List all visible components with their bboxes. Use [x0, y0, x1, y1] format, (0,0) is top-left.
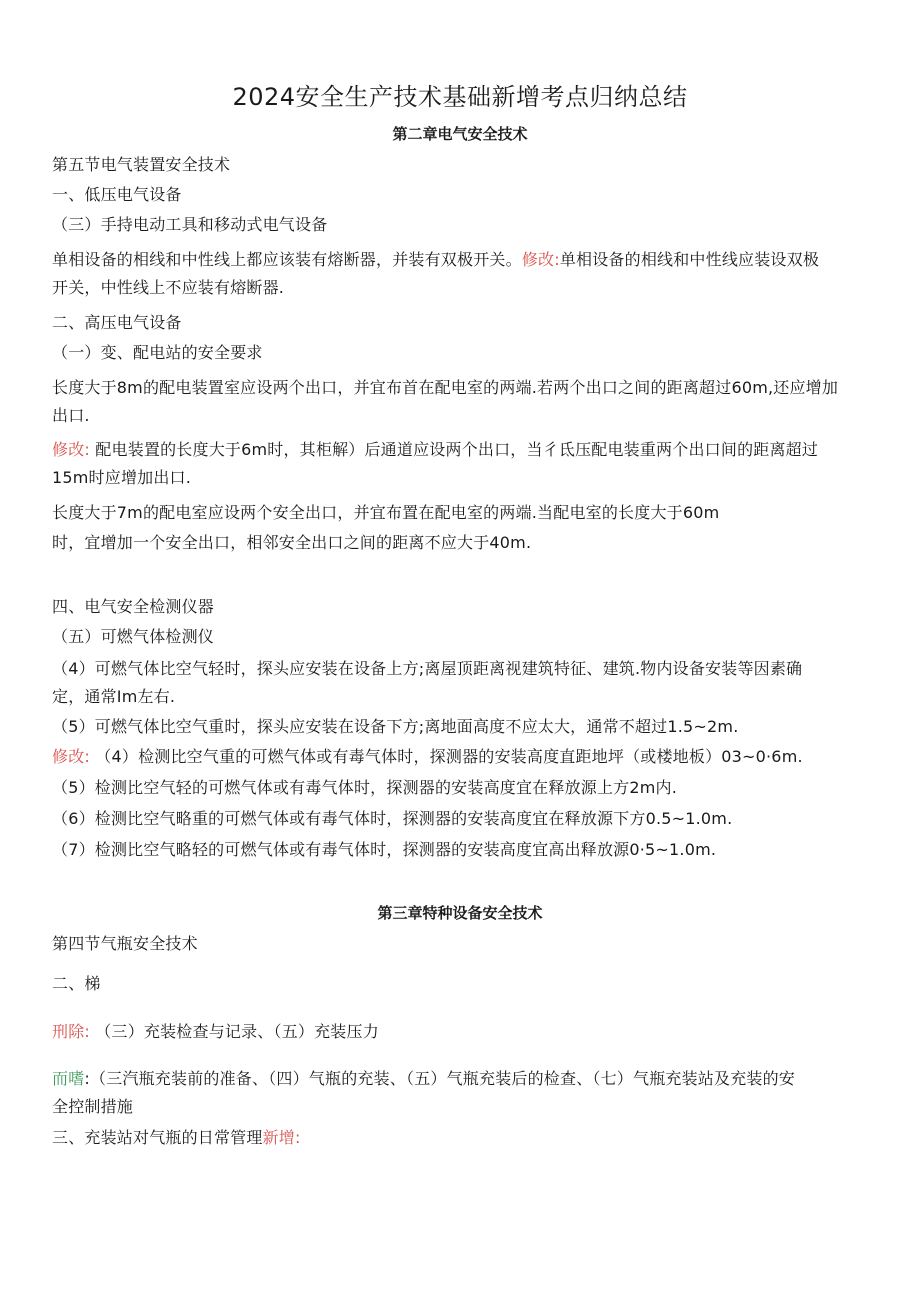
chapter-3-heading: 第三章特种设备安全技术 — [377, 904, 543, 922]
paragraph-5-line-1: （4）可燃气体比空气轻时，探头应安装在设备上方;离屋顶距离视建筑特征、建筑.物内设备安装等因素确 — [52, 659, 803, 678]
delete-line — [52, 1022, 379, 1042]
paragraph-4-line-2: 时，宜增加一个安全出口，相邻安全出口之间的距离不应大于40m. — [52, 533, 532, 552]
part-4-sub-5: （五）可燃气体检测仪 — [52, 627, 215, 646]
modify-mark: 修改: — [521, 250, 560, 269]
page-title: 2024安全生产技术基础新增考点归纳总结 — [232, 83, 688, 111]
section-5-heading: 第五节电气装置安全技术 — [52, 155, 231, 174]
add-line-2: 全控制措施 — [52, 1097, 134, 1116]
paragraph-1-line-2: 开关，中性线上不应装有熔断器. — [52, 278, 285, 297]
delete-text: （三）充装检查与记录、（五）充装压力 — [95, 1022, 379, 1041]
chapter-2-heading: 第二章电气安全技术 — [392, 125, 528, 143]
new-mark: 新增: — [262, 1128, 301, 1147]
paragraph-4-line-1: 长度大于7m的配电室应设两个安全出口，并宜布置在配电室的两端.当配电室的长度大于60m — [52, 503, 720, 522]
paragraph-7-text: （4）检测比空气重的可燃气体或有毒气体时，探测器的安装高度直距地坪（或楼地板）03~0·6m. — [95, 747, 803, 766]
ch3-part-3-text: 三、充装站对气瓶的日常管理 — [52, 1128, 263, 1147]
paragraph-1-text-b: 单相设备的相线和中性线应装设双极 — [559, 250, 820, 269]
paragraph-2-line-1: 长度大于8m的配电装置室应设两个出口，并宜布首在配电室的两端.若两个出口之间的距离超过60m,还应增加 — [52, 378, 839, 397]
paragraph-3-line-1 — [52, 440, 818, 460]
paragraph-1-text-a: 单相设备的相线和中性线上都应该装有熔断器，并装有双极开关。 — [52, 250, 522, 269]
part-1-sub-3: （三）手持电动工具和移动式电气设备 — [52, 215, 328, 234]
part-2-sub-1: （一）变、配电站的安全要求 — [52, 343, 263, 362]
modify-mark: 修改: — [52, 747, 90, 766]
paragraph-8: （5）检测比空气轻的可燃气体或有毒气体时，探测器的安装高度宜在释放源上方2m内. — [52, 778, 678, 797]
delete-mark: 刑除: — [52, 1022, 90, 1041]
add-line-1 — [52, 1069, 795, 1089]
paragraph-6: （5）可燃气体比空气重时，探头应安装在设备下方;离地面高度不应太大，通常不超过1.5~2m. — [52, 717, 739, 736]
section-4-heading: 第四节气瓶安全技术 — [52, 934, 198, 953]
modify-mark: 修改: — [52, 440, 90, 459]
ch3-part-3-heading — [52, 1128, 301, 1148]
add-text-1: :（三汽瓶充装前的准备、（四）气瓶的充装、（五）气瓶充装后的检查、（七）气瓶充装站及充装的安 — [84, 1069, 795, 1088]
part-4-heading: 四、电气安全检测仪器 — [52, 597, 215, 616]
paragraph-7 — [52, 747, 803, 767]
paragraph-10: （7）检测比空气略轻的可燃气体或有毒气体时，探测器的安装高度宜高出释放源0·5~1.0m. — [52, 840, 717, 859]
paragraph-9: （6）检测比空气略重的可燃气体或有毒气体时，探测器的安装高度宜在释放源下方0.5~1.0m. — [52, 809, 733, 828]
add-mark: 而嗜 — [52, 1069, 85, 1088]
part-2-heading: 二、高压电气设备 — [52, 313, 182, 332]
paragraph-2-line-2: 出口. — [52, 406, 90, 425]
paragraph-1-line-1 — [52, 250, 819, 270]
part-1-heading: 一、低压电气设备 — [52, 185, 182, 204]
paragraph-5-line-2: 定，通常Im左右. — [52, 687, 176, 706]
paragraph-3-text: 配电装置的长度大于6m时，其柜解）后通道应设两个出口，当彳氐压配电装重两个出口间的距离超过 — [95, 440, 819, 459]
ch3-part-2-heading: 二、梯 — [52, 974, 101, 993]
paragraph-3-line-2: 15m时应增加出口. — [52, 468, 192, 487]
